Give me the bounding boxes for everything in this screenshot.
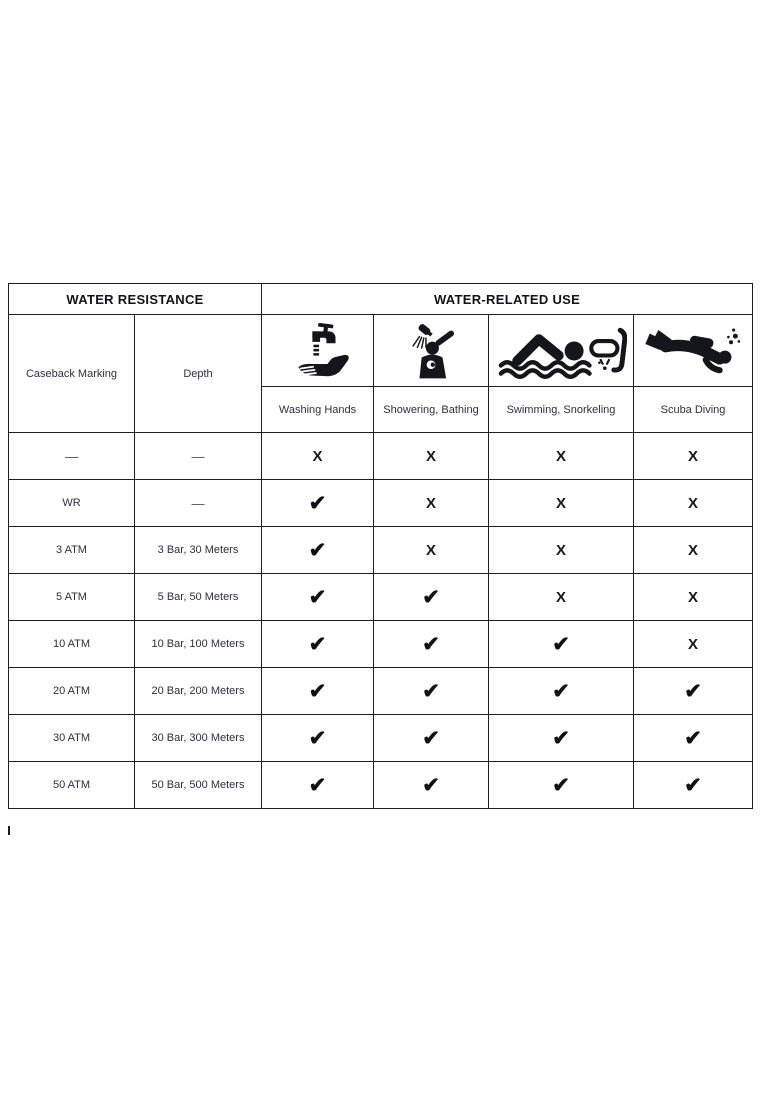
table-row [9, 762, 753, 809]
washing-mark: ✔ [262, 527, 374, 574]
swimming-mark: X [489, 574, 634, 621]
scuba-mark: X [634, 527, 753, 574]
depth-value: 5 Bar, 50 Meters [135, 574, 262, 621]
showering-mark: ✔ [374, 668, 489, 715]
caseback-value: — [9, 433, 135, 480]
caseback-value: WR [9, 480, 135, 527]
scuba-diving-label: Scuba Diving [634, 387, 753, 433]
swimming-snorkeling-label: Swimming, Snorkeling [489, 387, 634, 433]
depth-header: Depth [135, 315, 262, 433]
washing-mark: ✔ [262, 480, 374, 527]
showering-bathing-label: Showering, Bathing [374, 387, 489, 433]
swimming-snorkeling-icon [493, 315, 629, 386]
table-border-artifact [8, 826, 10, 835]
washing-mark: ✔ [262, 621, 374, 668]
scuba-mark: X [634, 480, 753, 527]
scuba-mark: X [634, 433, 753, 480]
depth-value: 20 Bar, 200 Meters [135, 668, 262, 715]
washing-mark: ✔ [262, 668, 374, 715]
swimming-snorkeling-icon-cell [489, 315, 634, 387]
scuba-mark: ✔ [634, 762, 753, 809]
showering-icon [378, 315, 484, 386]
swimming-mark: ✔ [489, 668, 634, 715]
swimming-mark: X [489, 527, 634, 574]
scuba-diving-icon-cell [634, 315, 753, 387]
caseback-value: 20 ATM [9, 668, 135, 715]
table-row [9, 480, 753, 527]
swimming-mark: ✔ [489, 762, 634, 809]
washing-hands-label: Washing Hands [262, 387, 374, 433]
caseback-value: 3 ATM [9, 527, 135, 574]
showering-mark: X [374, 527, 489, 574]
swimming-mark: ✔ [489, 715, 634, 762]
washing-mark: ✔ [262, 574, 374, 621]
showering-mark: ✔ [374, 621, 489, 668]
depth-value: 10 Bar, 100 Meters [135, 621, 262, 668]
table-row [9, 715, 753, 762]
table-row [9, 668, 753, 715]
depth-value: 30 Bar, 300 Meters [135, 715, 262, 762]
washing-mark: X [262, 433, 374, 480]
showering-mark: X [374, 433, 489, 480]
scuba-mark: X [634, 621, 753, 668]
washing-mark: ✔ [262, 715, 374, 762]
caseback-value: 30 ATM [9, 715, 135, 762]
scuba-diving-icon [638, 315, 748, 386]
caseback-value: 50 ATM [9, 762, 135, 809]
swimming-mark: X [489, 433, 634, 480]
depth-value: — [135, 433, 262, 480]
table-row [9, 433, 753, 480]
depth-value: 50 Bar, 500 Meters [135, 762, 262, 809]
table-row [9, 527, 753, 574]
water-resistance-header: WATER RESISTANCE [9, 284, 262, 315]
showering-mark: ✔ [374, 762, 489, 809]
depth-value: — [135, 480, 262, 527]
water-resistance-table [8, 283, 753, 809]
swimming-mark: X [489, 480, 634, 527]
table-header-row [9, 284, 753, 315]
table-row [9, 621, 753, 668]
caseback-marking-header: Caseback Marking [9, 315, 135, 433]
swimming-mark: ✔ [489, 621, 634, 668]
depth-value: 3 Bar, 30 Meters [135, 527, 262, 574]
showering-icon-cell [374, 315, 489, 387]
showering-mark: ✔ [374, 715, 489, 762]
scuba-mark: ✔ [634, 668, 753, 715]
icon-header-row [9, 315, 753, 387]
caseback-value: 10 ATM [9, 621, 135, 668]
showering-mark: X [374, 480, 489, 527]
showering-mark: ✔ [374, 574, 489, 621]
caseback-value: 5 ATM [9, 574, 135, 621]
washing-mark: ✔ [262, 762, 374, 809]
water-related-use-header: WATER-RELATED USE [262, 284, 753, 315]
scuba-mark: ✔ [634, 715, 753, 762]
washing-hands-icon-cell [262, 315, 374, 387]
washing-hands-icon [266, 315, 369, 386]
table-row [9, 574, 753, 621]
scuba-mark: X [634, 574, 753, 621]
